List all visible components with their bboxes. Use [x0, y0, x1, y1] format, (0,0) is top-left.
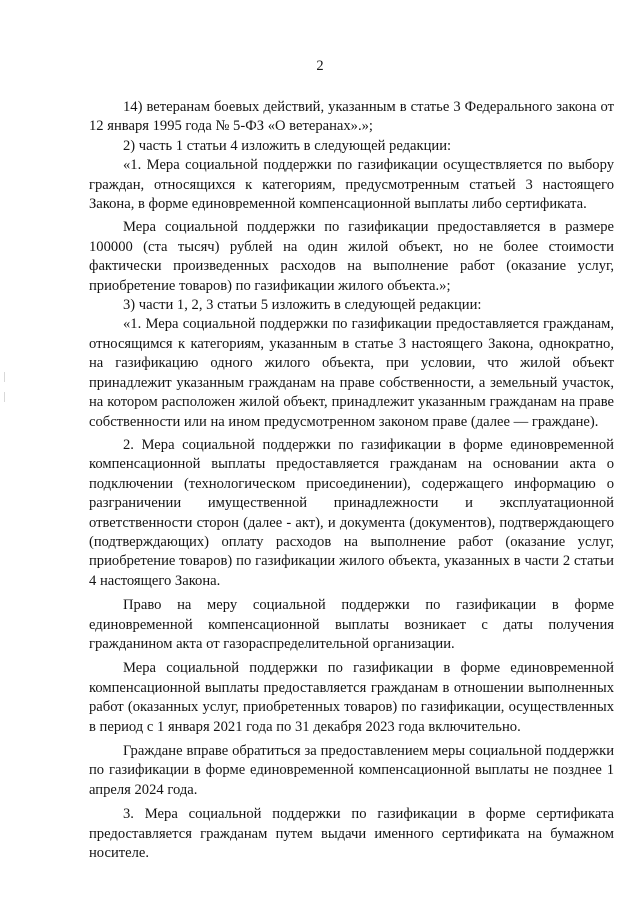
document-body: [89, 98, 614, 863]
page-number: 2: [316, 58, 324, 74]
scan-margin-mark: [4, 392, 5, 402]
paragraph-article-5-part-1: «1. Мера социальной поддержки по газификации предоставляется гражданам, относящимся к категориям, указанным в статье 3 настоящего Закона, однократно, на газификацию одного жилого объекта, при условии, что жилой объект принадлежит указанным гражданам на праве собственности, а земельный участок, на котором расположен жилой объект, принадлежит указанным гражданам на праве собственности или на ином предусмотренном законом праве (далее — граждане).: [89, 316, 614, 430]
paragraph-covered-period: Мера социальной поддержки по газификации в форме единовременной компенсационной выплаты предоставляется гражданам в отношении выполненных работ (оказанных услуг, приобретенных товаров) по газификации, осуществленных в период с 1 января 2021 года по 31 декабря 2023 года включительно.: [89, 660, 614, 735]
paragraph-veterans-item-14: 14) ветеранам боевых действий, указанным в статье 3 Федерального закона от 12 января 1995 года № 5-ФЗ «О ветеранах».»;: [89, 99, 614, 135]
paragraph-right-to-support: Право на меру социальной поддержки по газификации в форме единовременной компенсационной выплаты возникает с даты получения гражданином акта от газораспределительной организации.: [89, 597, 614, 652]
scan-margin-mark: [4, 372, 5, 382]
paragraph-article-4-part-1: «1. Мера социальной поддержки по газификации осуществляется по выбору граждан, относящихся к категориям, предусмотренным статьей 3 настоящего Закона, в форме единовременной компенсационной выплаты либо сертификата.: [89, 157, 614, 213]
paragraph-amend-article-4: 2) часть 1 статьи 4 изложить в следующей редакции:: [123, 137, 452, 154]
paragraph-article-5-part-3: 3. Мера социальной поддержки по газификации в форме сертификата предоставляется гражданам путем выдачи именного сертификата на бумажном носителе.: [89, 806, 614, 862]
paragraph-amend-article-5: 3) части 1, 2, 3 статьи 5 изложить в следующей редакции:: [123, 297, 482, 314]
paragraph-support-amount: Мера социальной поддержки по газификации предоставляется в размере 100000 (ста тысяч) рублей на один жилой объект, но не более стоимости фактически произведенных расходов на выполнение работ (оказание услуг, приобретение товаров) по газификации жилого объекта.»;: [89, 219, 614, 294]
paragraph-article-5-part-2: 2. Мера социальной поддержки по газификации в форме единовременной компенсационной выплаты предоставляется гражданам на основании акта о подключении (технологическом присоединении), содержащего информацию о разграничении имущественной принадлежности и эксплуатационной ответственности сторон (далее - акт), и документа (документов), подтверждающего (подтверждающих) оплату расходов на выполнение работ (оказание услуг, приобретение товаров) по газификации жилого объекта, указанных в части 2 статьи 4 настоящего Закона.: [89, 436, 614, 589]
paragraph-application-deadline: Граждане вправе обратиться за предоставлением меры социальной поддержки по газификации в форме единовременной компенсационной выплаты не позднее 1 апреля 2024 года.: [89, 743, 614, 798]
